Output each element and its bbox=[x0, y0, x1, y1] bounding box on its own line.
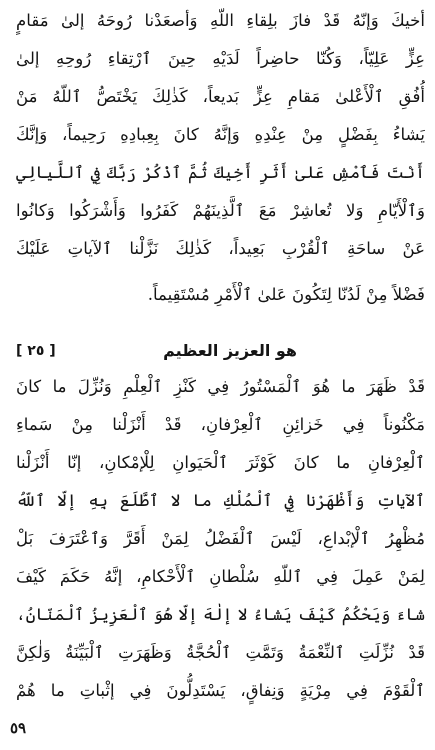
text-line: وَٱلْأَيّامِ وَلا تُعاشِرْ مَعَ ٱلَّذِينَهُمْ كَفَرُوا وَأَشْرَكُوا وَكانُوا bbox=[16, 201, 425, 220]
text-line: عِزٍّ عَلِيّاً، وَكُنّا حاضِراً لَدَيْهِ حِينَ ٱرْتِقاءِ رُوحِهِ إلىٰ bbox=[16, 49, 425, 68]
text-line: قَدْ نُزِّلَتِ ٱلنِّعْمَةُ وَتَمَّتِ ٱلْحُجَّةُ وَظَهَرَتِ ٱلْبَيِّنَةُ وَلٰكِنَّ bbox=[16, 643, 425, 662]
section-heading bbox=[16, 336, 425, 366]
text-line: ٱلْعِرْفانِ ما كانَ كَوْثَرَ ٱلْحَيَوانِ لِلْإمْكانِ، إنّا أَنْزَلْنا bbox=[16, 453, 425, 472]
page-number: ٥٩ bbox=[10, 719, 27, 737]
text-line: يَشاءُ بِفَضْلٍ مِنْ عِنْدِهِ وَإنَّهُ كانَ بِعِبادِهِ رَحِيماً، وَإنَّكَ bbox=[16, 125, 425, 144]
text-line: أَنْتَ فَٱمْشِ عَلىٰ أَثَرِ أَخِيكَ ثُمَّ ٱذْكُرْ رَبَّكَ فِي ٱللَّيالِي bbox=[16, 163, 425, 182]
text-line: ٱلآياتِ وَأَظْهَرْنا فِي ٱلْمُلْكِ ما لا ٱطَّلَعَ بِهِ إلّا ٱللّهُ bbox=[16, 491, 425, 510]
text-line: فَضْلاً مِنْ لَدُنّا لِتَكُونَ عَلىٰ ٱلْأَمْرِ مُسْتَقِيماً. bbox=[147, 285, 425, 304]
text-line: ٱلْقَوْمَ فِي مِرْيَةٍ وَنِفاقٍ، يَسْتَدِلُّونَ فِي إثْباتِ ما هُمْ bbox=[16, 681, 425, 700]
text-line: مَكْنُوناً فِي خَزائِنِ ٱلْعِرْفانِ، قَدْ أَنْزَلْنا مِنْ سَماءِ bbox=[16, 415, 425, 434]
text-line: لِمَنْ عَمِلَ فِي ٱللّهِ سُلْطانِ ٱلْأَحْكامِ، إنَّهُ حَكَمَ كَيْفَ bbox=[16, 567, 425, 586]
text-line: عَنْ ساحَةِ ٱلْقُرْبِ بَعِيداً، كَذٰلِكَ نَزَّلْنا ٱلآياتِ عَلَيْكَ bbox=[16, 239, 425, 258]
text-line: شاءَ وَيَحْكُمُ كَيْفَ يَشاءُ لا إلٰهَ إلّا هُوَ ٱلْعَزِيزُ ٱلْمَنّانُ، bbox=[16, 605, 425, 624]
section-title: هو العزيز العظيم bbox=[163, 341, 297, 360]
text-line: قَدْ ظَهَرَ ما هُوَ ٱلْمَسْتُورُ فِي كَنْزِ ٱلْعِلْمِ وَنُزِّلَ ما كانَ bbox=[16, 377, 425, 396]
text-line: أخيكَ وَإنّهُ قَدْ فازَ بلِقاءِ اللّهِ وَأصعَدْنا رُوحَهُ إلىٰ مَقامٍ bbox=[16, 11, 425, 30]
text-line: مُظْهِرُ ٱلْإبْداعِ، لَيْسَ ٱلْفَضْلُ لِمَنْ أَقَرَّ وَٱعْتَرَفَ بَلْ bbox=[16, 529, 425, 548]
section-number: [ ٢٥ ] bbox=[16, 343, 56, 359]
text-line: أُفُقِ ٱلْأَعْلىٰ مَقامِ عِزٍّ بَديعاً، كَذٰلِكَ يَخْتَصُّ ٱللّهُ مَنْ bbox=[16, 87, 425, 106]
